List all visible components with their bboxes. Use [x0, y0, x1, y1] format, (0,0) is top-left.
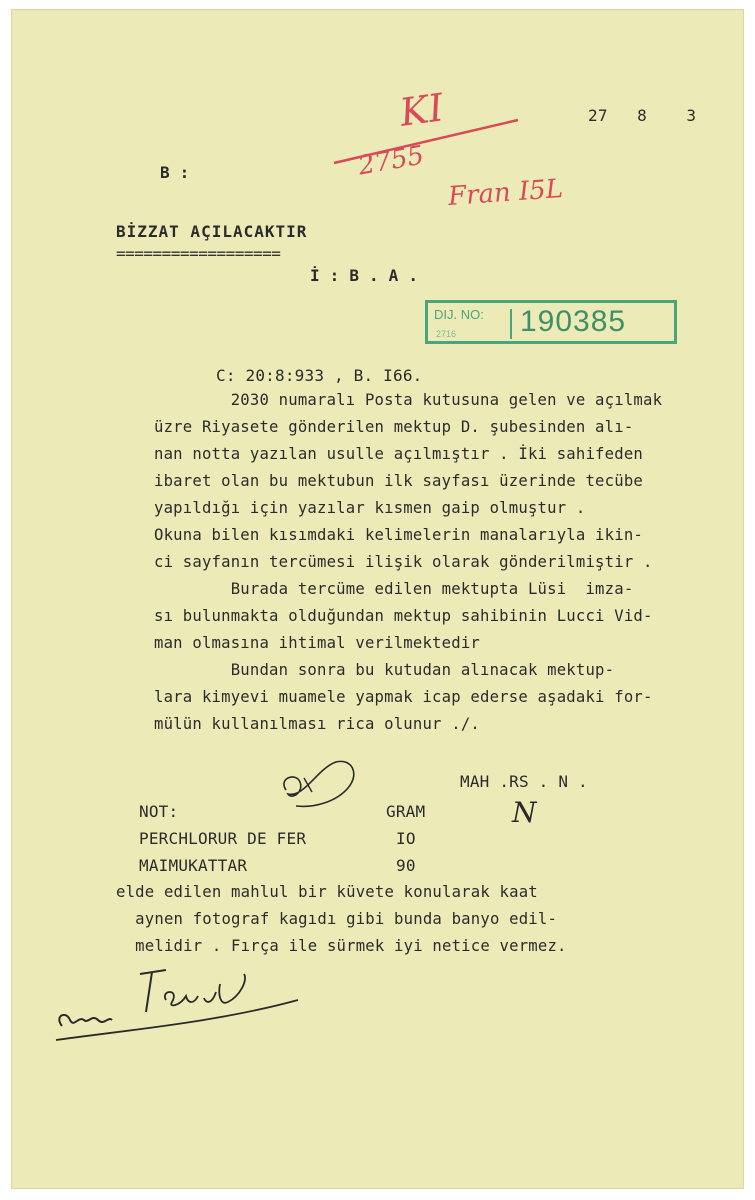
body-line-5: yapıldığı için yazılar kısmen gaip olmuştur .: [154, 499, 586, 517]
body-line-8: Burada tercüme edilen mektupta Lüsi imza-: [154, 580, 634, 598]
b-label: B :: [160, 163, 190, 182]
stamp-divider: [510, 309, 512, 339]
body-line-12: lara kimyevi muamele yapmak icap ederse aşadaki for-: [154, 688, 653, 706]
initials: N: [512, 796, 537, 829]
mah-code: MAH .RS . N .: [460, 772, 588, 791]
body-line-3: nan notta yazılan usulle açılmıştır . İki sahifeden: [154, 445, 643, 463]
body-line-6: Okuna bilen kısımdaki kelimelerin manalarıyla ikin-: [154, 526, 643, 544]
recipient-code: İ : B . A .: [310, 266, 419, 285]
note-line-1: elde edilen mahlul bir küvete konularak kaat: [116, 883, 538, 901]
red-annotation-from: Fran I5L: [447, 174, 564, 212]
stamp-number: 190385: [520, 305, 627, 338]
note-line-3: melidir . Fırça ile sürmek iyi netice vermez.: [116, 937, 567, 955]
red-annotation-top: KI: [397, 85, 447, 135]
paraph-scribble: [274, 748, 364, 814]
document-sheet: [12, 10, 743, 1188]
body-line-1: 2030 numaralı Posta kutusuna gelen ve açılmak: [154, 391, 663, 409]
heading: BİZZAT AÇILACAKTIR: [116, 222, 308, 241]
note-row-name-2: MAIMUKATTAR: [139, 856, 248, 875]
red-annotation-number: 2755: [355, 140, 427, 182]
stamp-sub: 2716: [436, 329, 457, 339]
body-line-2: üzre Riyasete gönderilen mektup D. şubesinden alı-: [154, 418, 634, 436]
reference-line: C: 20:8:933 , B. I66.: [216, 366, 423, 385]
note-label: NOT:: [139, 802, 179, 821]
stamp-label: DIJ. NO:: [434, 307, 484, 322]
body-line-11: Bundan sonra bu kutudan alınacak mektup-: [154, 661, 615, 679]
signature: [48, 960, 308, 1050]
body-line-4: ibaret olan bu mektubun ilk sayfası üzerinde tecübe: [154, 472, 643, 490]
body-line-13: mülün kullanılması rica olunur ./.: [154, 715, 480, 733]
note-row-value-2: 90: [396, 856, 416, 875]
body-line-10: man olmasına ihtimal verilmektedir: [154, 634, 480, 652]
registry-stamp: [425, 300, 677, 344]
body-line-7: ci sayfanın tercümesi ilişik olarak gönderilmiştir .: [154, 553, 653, 571]
body-line-9: sı bulunmakta olduğundan mektup sahibinin Lucci Vid-: [154, 607, 653, 625]
note-row-value-1: IO: [396, 829, 416, 848]
note-row-name-1: PERCHLORUR DE FER: [139, 829, 307, 848]
note-line-2: aynen fotograf kagıdı gibi bunda banyo edil-: [116, 910, 558, 928]
gram-header: GRAM: [386, 802, 426, 821]
date: 27 8 3: [588, 106, 697, 125]
heading-underline: ==================: [116, 244, 281, 263]
